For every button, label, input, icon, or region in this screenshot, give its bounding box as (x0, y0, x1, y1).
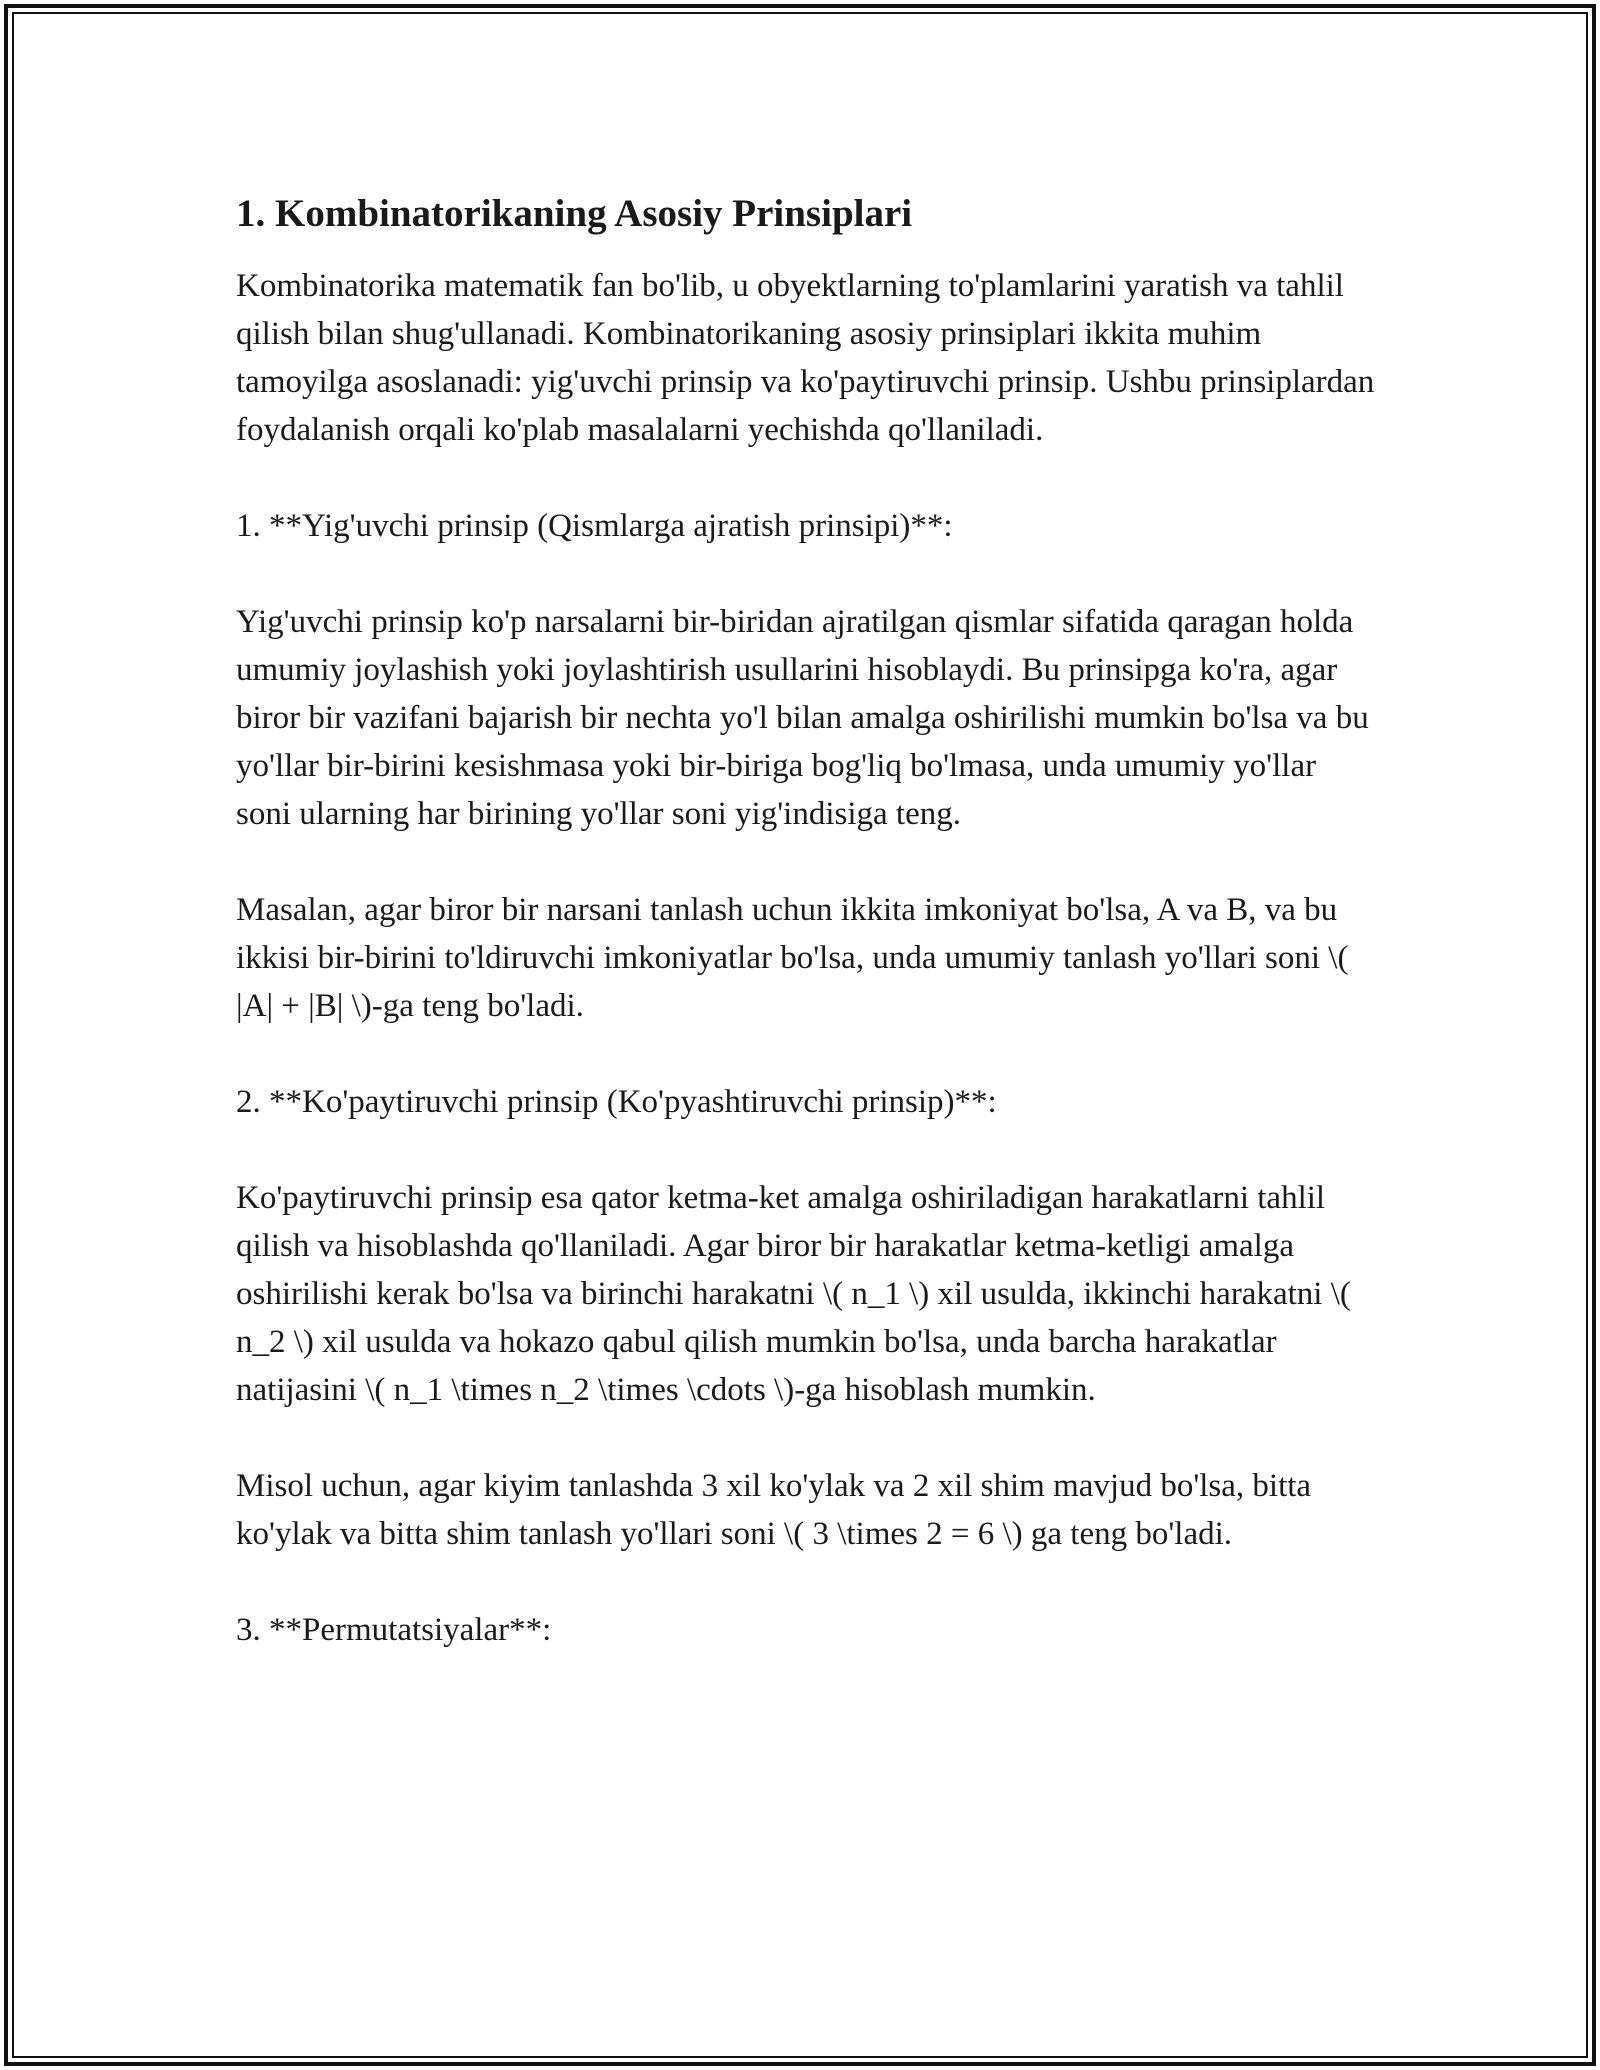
intro-paragraph: Kombinatorika matematik fan bo'lib, u obyektlarning to'plamlarini yaratish va tahlil qilish bilan shug'ullanadi. Kombinatorikaning asosiy prinsiplari ikkita muhim tamoyilga asoslanadi: yig'uvchi prinsip va ko'paytiruvchi prinsip. Ushbu prinsiplardan foydalanish orqali ko'plab masalalarni yechishda qo'llaniladi. (236, 268, 1375, 448)
section-heading-permutations: 3. **Permutatsiyalar**: (236, 1612, 552, 1648)
additive-principle-paragraph: Yig'uvchi prinsip ko'p narsalarni bir-biridan ajratilgan qismlar sifatida qaragan holda umumiy joylashish yoki joylashtirish usullarini hisoblaydi. Bu prinsipga ko'ra, agar biror bir vazifani bajarish bir nechta yo'l bilan amalga oshirilishi mumkin bo'lsa va bu yo'llar bir-birini kesishmasa yoki bir-biriga bog'liq bo'lmasa, unda umumiy yo'llar soni ularning har birining yo'llar soni yig'indisiga teng. (236, 604, 1369, 832)
multiplicative-principle-paragraph: Ko'paytiruvchi prinsip esa qator ketma-ket amalga oshiriladigan harakatlarni tahlil qilish va hisoblashda qo'llaniladi. Agar biror bir harakatlar ketma-ketligi amalga oshirilishi kerak bo'lsa va birinchi harakatni \( n_1 \) xil usulda, ikkinchi harakatni \( n_2 \) xil usulda va hokazo qabul qilish mumkin bo'lsa, unda barcha harakatlar natijasini \( n_1 \times n_2 \times \cdots \)-ga hisoblash mumkin. (236, 1180, 1351, 1408)
section-heading-additive-principle: 1. **Yig'uvchi prinsip (Qismlarga ajratish prinsipi)**: (236, 508, 953, 544)
document-body (236, 190, 1376, 1702)
document-title: 1. Kombinatorikaning Asosiy Prinsiplari (236, 192, 913, 235)
additive-example-paragraph: Masalan, agar biror bir narsani tanlash uchun ikkita imkoniyat bo'lsa, A va B, va bu ikkisi bir-birini to'ldiruvchi imkoniyatlar bo'lsa, unda umumiy tanlash yo'llari soni \( |A| + |B| \)-ga teng bo'ladi. (236, 892, 1349, 1024)
section-heading-multiplicative-principle: 2. **Ko'paytiruvchi prinsip (Ko'pyashtiruvchi prinsip)**: (236, 1084, 997, 1120)
multiplicative-example-paragraph: Misol uchun, agar kiyim tanlashda 3 xil ko'ylak va 2 xil shim mavjud bo'lsa, bitta ko'ylak va bitta shim tanlash yo'llari soni \( 3 \times 2 = 6 \) ga teng bo'ladi. (236, 1468, 1312, 1552)
